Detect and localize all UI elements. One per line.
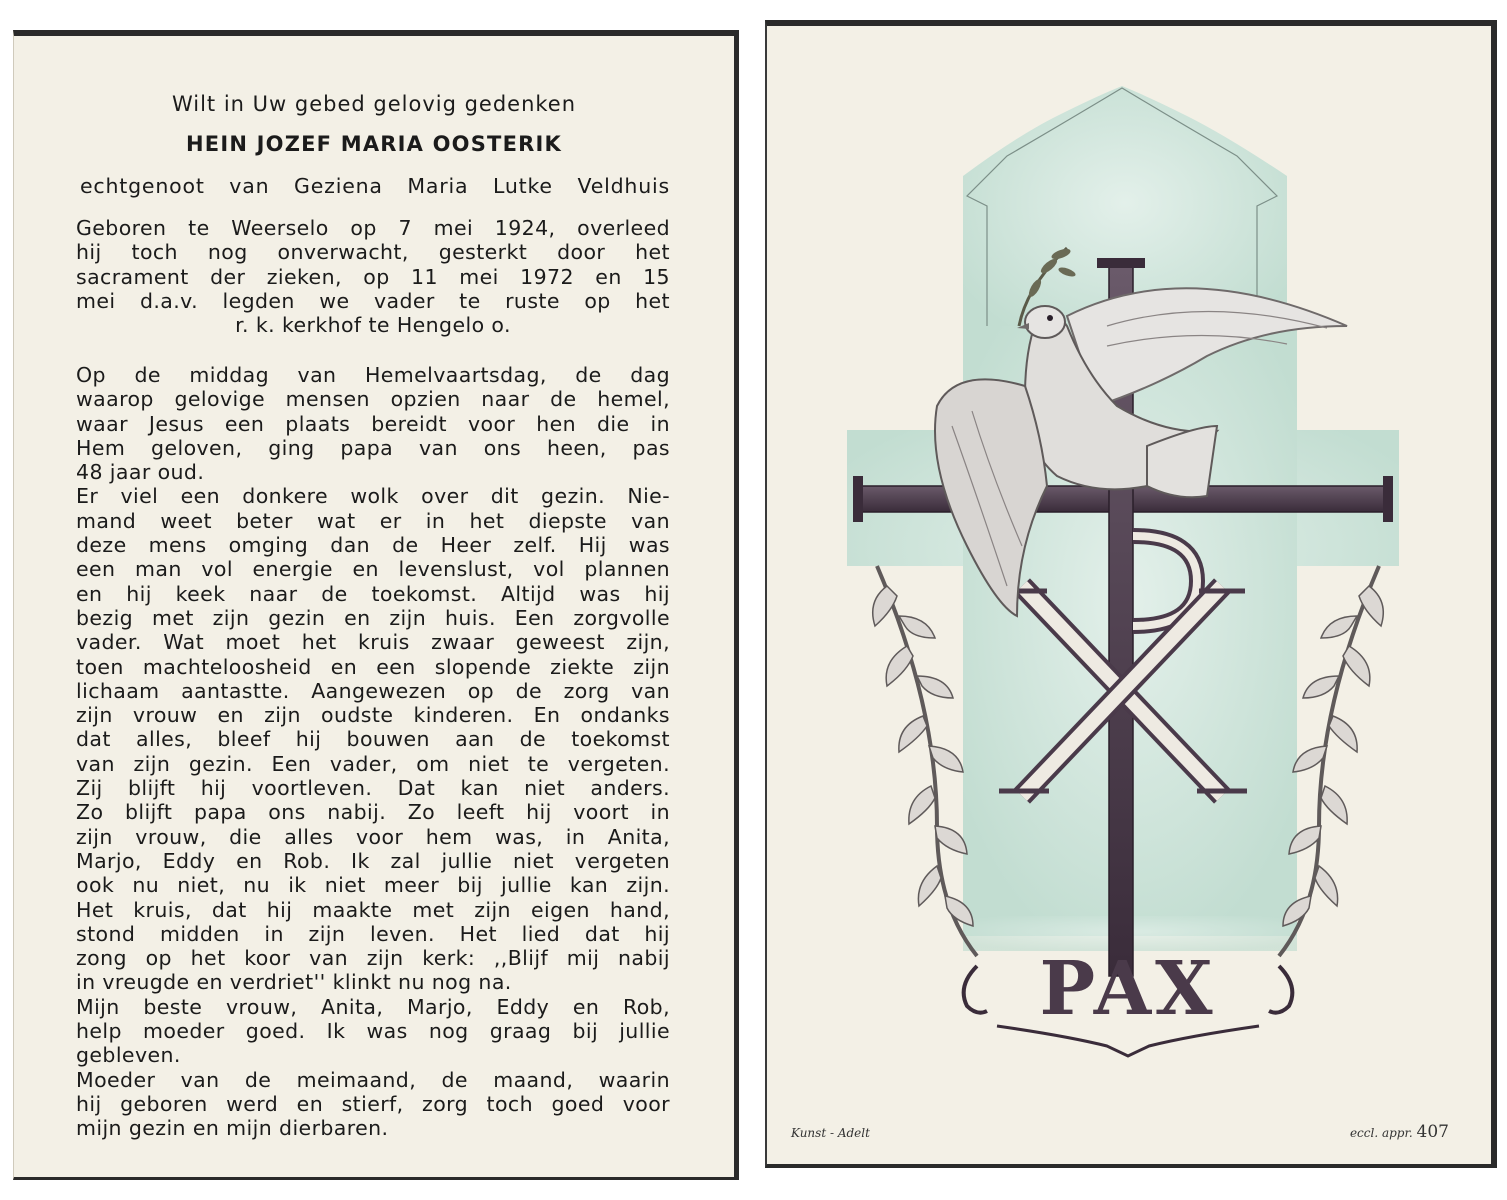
card-number: 407 <box>1416 1122 1449 1142</box>
text-line: in vreugde en verdriet'' klinkt nu nog na. <box>76 970 512 995</box>
text-line: bezig met zijn gezin en zijn huis. Een zorgvolle <box>76 605 670 630</box>
text-line: Zij blijft hij voortleven. Dat kan niet anders. <box>76 776 670 801</box>
text-line: deze mens omging dan de Heer zelf. Hij was <box>76 533 670 558</box>
text-line: mand weet beter wat er in het diepste van <box>76 508 670 533</box>
text-line: waarop gelovige mensen opzien naar de hemel, <box>76 387 670 412</box>
spouse-line: echtgenoot van Geziena Maria Lutke Veldhuis <box>80 174 670 198</box>
text-line: Marjo, Eddy en Rob. Ik zal jullie niet vergeten <box>76 848 670 873</box>
text-line: hij geboren werd en stierf, zorg toch goed voor <box>76 1091 670 1116</box>
text-line: lichaam aantastte. Aangewezen op de zorg van <box>76 678 670 703</box>
text-line: Hem geloven, ging papa van ons heen, pas <box>76 435 670 460</box>
artist-credit: Kunst - Adelt <box>791 1126 870 1140</box>
text-line: dat alles, bleef hij bouwen aan de toekomst <box>76 727 670 752</box>
text-line: en hij keek naar de toekomst. Altijd was hij <box>76 581 670 606</box>
text-line: Moeder van de meimaand, de maand, waarin <box>76 1067 670 1092</box>
text-line: mijn gezin en mijn dierbaren. <box>76 1116 389 1141</box>
deceased-name: HEIN JOZEF MARIA OOSTERIK <box>186 132 562 156</box>
card-heading: Wilt in Uw gebed gelovig gedenken <box>171 92 577 116</box>
text-line: zong op het koor van zijn kerk: ,,Blijf mij nabij <box>76 946 670 971</box>
text-line: gebleven. <box>76 1043 181 1068</box>
text-line: r. k. kerkhof te Hengelo o. <box>235 313 511 338</box>
text-line: stond midden in zijn leven. Het lied dat hij <box>76 921 670 946</box>
text-line: sacrament der zieken, op 11 mei 1972 en 15 <box>76 264 670 289</box>
text-line: zijn vrouw en zijn oudste kinderen. En ondanks <box>76 703 670 728</box>
text-line: 48 jaar oud. <box>76 460 205 485</box>
text-line: toen machteloosheid en een slopende ziekte zijn <box>76 654 670 679</box>
ecclesiastical-approval <box>1350 1122 1449 1142</box>
text-line: help moeder goed. Ik was nog graag bij jullie <box>76 1019 670 1044</box>
birth-death-paragraph <box>76 216 670 337</box>
text-line: van zijn gezin. Een vader, om niet te vergeten. <box>76 751 670 776</box>
text-line: Zo blijft papa ons nabij. Zo leeft hij voort in <box>76 800 670 825</box>
memorial-text-paragraph <box>76 363 670 1141</box>
text-line: Mijn beste vrouw, Anita, Marjo, Eddy en Rob, <box>76 994 670 1019</box>
text-line: waar Jesus een plaats bereidt voor hen die in <box>76 411 670 436</box>
approval-label: eccl. appr. <box>1349 1126 1413 1140</box>
memorial-card-image-side <box>765 20 1497 1168</box>
pax-banner <box>964 946 1293 1056</box>
chi-rho-illustration <box>767 26 1491 1164</box>
text-line: hij toch nog onverwacht, gesterkt door het <box>76 240 670 265</box>
text-line: vader. Wat moet het kruis zwaar geweest zijn, <box>76 630 670 655</box>
memorial-card-text-side <box>13 30 739 1180</box>
pax-text: PAX <box>1039 946 1217 1032</box>
text-line: Er viel een donkere wolk over dit gezin. Nie- <box>76 484 670 509</box>
text-line: ook nu niet, nu ik niet meer bij jullie kan zijn. <box>76 873 670 898</box>
text-line: mei d.a.v. legden we vader te ruste op het <box>76 288 670 313</box>
palm-branch-left-icon <box>873 566 977 956</box>
text-line: een man vol energie en levenslust, vol plannen <box>76 557 670 582</box>
text-line: Geboren te Weerselo op 7 mei 1924, overleed <box>76 216 670 240</box>
text-line: Het kruis, dat hij maakte met zijn eigen hand, <box>76 897 670 922</box>
text-line: zijn vrouw, die alles voor hem was, in Anita, <box>76 824 670 849</box>
text-line: Op de middag van Hemelvaartsdag, de dag <box>76 363 670 387</box>
